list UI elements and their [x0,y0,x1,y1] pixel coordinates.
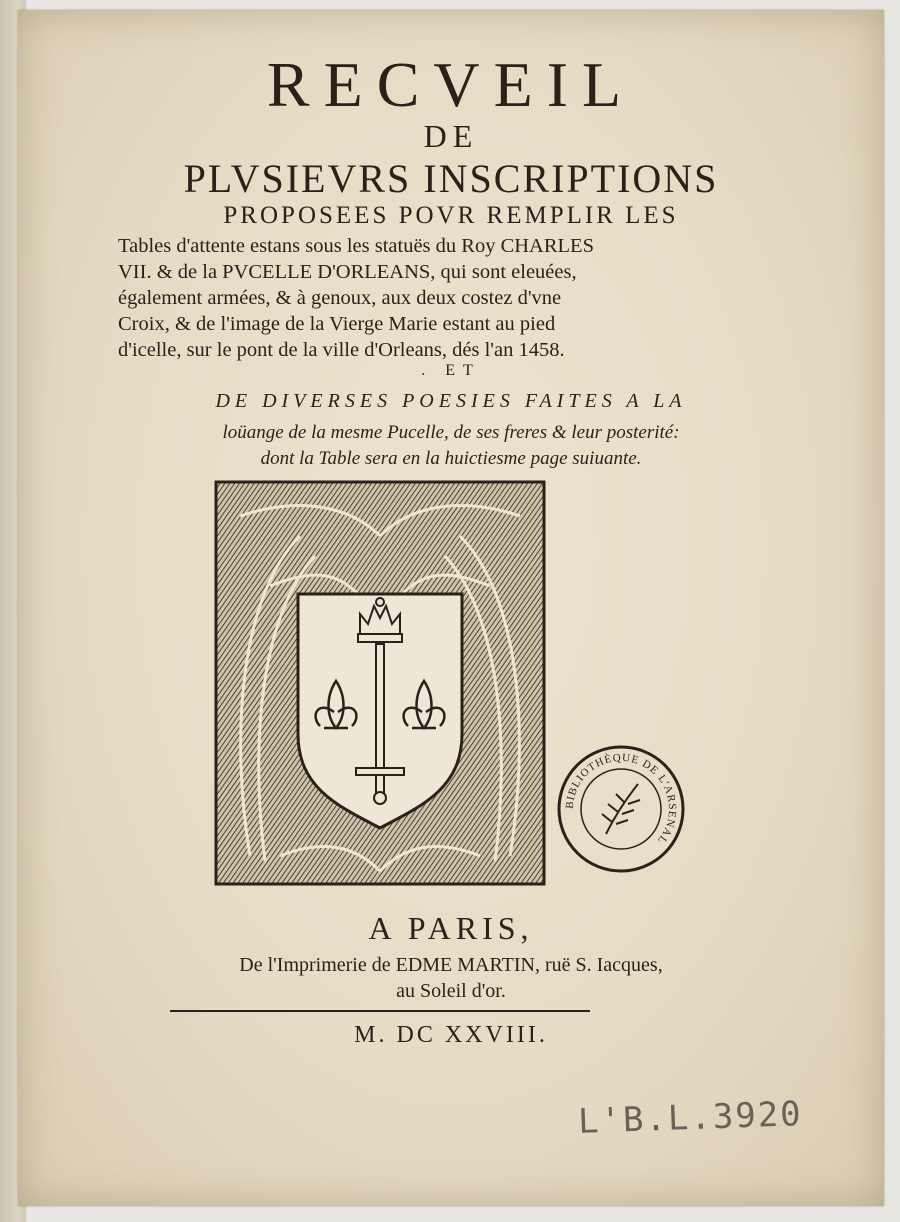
connector-et: . ET [421,362,481,379]
shelfmark-handwritten: L'B.L.3920 [577,1094,804,1142]
description-line: Croix, & de l'image de la Vierge Marie estant au pied [118,313,556,335]
title-inscriptions: PLVSIEVRS INSCRIPTIONS [183,156,719,201]
description-line: VII. & de la PVCELLE D'ORLEANS, qui sont eleuées, [118,261,577,283]
description-line: également armées, & à genoux, aux deux costez d'vne [118,287,562,309]
imprint-printer: De l'Imprimerie de EDME MARTIN, ruë S. Iacques, [239,954,663,976]
stamp-text: BIBLIOTHÈQUE DE L'ARSENAL [563,751,679,847]
imprint-address: au Soleil d'or. [396,980,506,1002]
description-line: d'icelle, sur le pont de la ville d'Orleans, dés l'an 1458. [118,339,565,361]
title-recveil: RECVEIL [266,49,636,120]
description-line: Tables d'attente estans sous les statuës du Roy CHARLES [118,235,594,257]
imprint-place: A PARIS, [368,910,534,946]
subtitle-louange: loüange de la mesme Pucelle, de ses freres & leur posterité: [222,422,680,443]
coat-of-arms-engraving [210,476,550,890]
title-proposees: PROPOSEES POVR REMPLIR LES [223,202,679,229]
subtitle-table: dont la Table sera en la huictiesme page suiuante. [260,448,642,469]
divider-rule [170,1010,590,1012]
subtitle-poesies: DE DIVERSES POESIES FAITES A LA [215,390,687,412]
title-de: DE [423,118,479,154]
library-stamp [556,744,686,874]
title-page [18,10,884,1206]
imprint-year: M. DC XXVIII. [354,1022,548,1048]
